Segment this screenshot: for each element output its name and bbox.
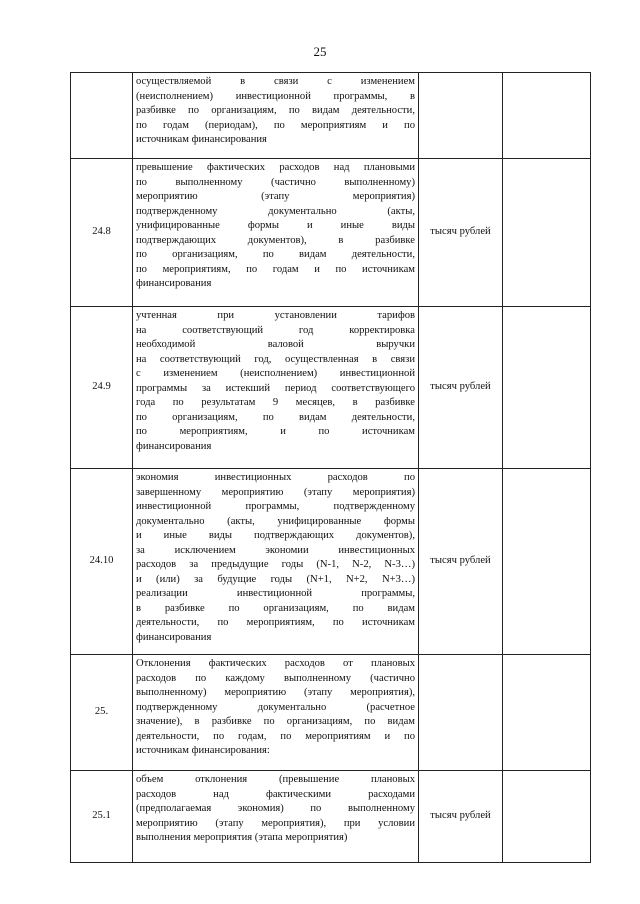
table-row	[71, 307, 591, 469]
description-line: и (или) за будущие годы (N+1, N+2, N+3…)	[136, 573, 415, 585]
description-line: инвестиционной программы, подтвержденному	[136, 501, 415, 512]
row-value-cell	[503, 159, 591, 307]
description-line: с изменением (неисполнением) инвестиционной	[136, 368, 415, 379]
description-line: деятельности, по мероприятиям, по источникам	[136, 617, 415, 628]
row-description	[133, 655, 419, 771]
description-line: по организациям, по видам деятельности,	[136, 249, 415, 260]
description-line: источникам финансирования:	[136, 745, 270, 756]
row-unit	[419, 655, 503, 771]
description-line: мероприятию (этапу мероприятия)	[136, 191, 415, 202]
description-line: осуществляемой в связи с изменением	[136, 76, 415, 87]
row-unit: тысяч рублей	[419, 771, 503, 863]
description-line: необходимой валовой выручки	[136, 339, 415, 350]
description-line: финансирования	[136, 278, 212, 289]
row-unit: тысяч рублей	[419, 307, 503, 469]
description-line: источникам финансирования	[136, 134, 267, 145]
description-line: по организациям, по видам деятельности,	[136, 411, 415, 423]
table-row	[71, 655, 591, 771]
row-value-cell	[503, 469, 591, 655]
description-line: года по результатам 9 месяцев, в разбивке	[136, 397, 415, 408]
description-line: по мероприятиям, и по источникам	[136, 426, 415, 437]
description-line: финансирования	[136, 631, 212, 643]
row-description	[133, 159, 419, 307]
description-line: реализации инвестиционной программы,	[136, 588, 415, 599]
description-line: по годам (периодам), по мероприятиям и по	[136, 119, 415, 131]
row-description	[133, 469, 419, 655]
table-row	[71, 73, 591, 159]
row-value-cell	[503, 307, 591, 469]
description-line: (неисполнением) инвестиционной программы, в	[136, 90, 415, 102]
description-line: финансирования	[136, 440, 212, 452]
description-line: мероприятию (этапу мероприятия), при условии	[136, 817, 415, 829]
table-row	[71, 771, 591, 863]
description-line: расходов по каждому выполненному (частично	[136, 672, 415, 684]
description-line: программы за истекший период соответствующего	[136, 382, 415, 394]
description-line: за исключением экономии инвестиционных	[136, 544, 415, 556]
row-value-cell	[503, 655, 591, 771]
description-line: по выполненному (частично выполненному)	[136, 176, 415, 188]
description-line: в разбивке по организациям, по видам	[136, 602, 415, 614]
description-line: по мероприятиям, по годам и по источникам	[136, 263, 415, 275]
row-description	[133, 307, 419, 469]
row-description	[133, 73, 419, 159]
description-line: завершенному мероприятию (этапу мероприятия)	[136, 486, 415, 498]
description-line: деятельности, по годам, по мероприятиям и по	[136, 730, 415, 742]
row-unit: тысяч рублей	[419, 469, 503, 655]
description-line: Отклонения фактических расходов от плановых	[136, 658, 415, 669]
description-line: учтенная при установлении тарифов	[136, 310, 415, 321]
description-line: расходов за предыдущие годы (N-1, N-2, N-3…)	[136, 559, 415, 570]
description-line: на соответствующий год корректировка	[136, 324, 415, 336]
description-line: выполнения мероприятия (этапа мероприятия)	[136, 832, 348, 843]
row-number: 24.10	[71, 469, 133, 655]
row-number: 25.1	[71, 771, 133, 863]
description-line: расходов над фактическими расходами	[136, 788, 415, 800]
row-number	[71, 73, 133, 159]
description-line: подтверждающих документов), в разбивке	[136, 234, 415, 246]
row-number: 25.	[71, 655, 133, 771]
description-line: значение), в разбивке по организациям, по видам	[136, 716, 415, 727]
description-line: выполненному) мероприятию (этапу мероприятия),	[136, 687, 415, 698]
indicators-table	[70, 72, 591, 863]
row-unit	[419, 73, 503, 159]
description-line: и иные виды подтверждающих документов),	[136, 530, 415, 541]
row-value-cell	[503, 771, 591, 863]
row-number: 24.9	[71, 307, 133, 469]
description-line: экономия инвестиционных расходов по	[136, 472, 415, 483]
page-number: 25	[313, 44, 327, 59]
row-value-cell	[503, 73, 591, 159]
description-line: подтвержденному документально (расчетное	[136, 701, 415, 713]
description-line: документально (акты, унифицированные формы	[136, 515, 415, 527]
row-unit: тысяч рублей	[419, 159, 503, 307]
description-line: подтвержденному документально (акты,	[136, 205, 415, 217]
table-row	[71, 469, 591, 655]
description-line: на соответствующий год, осуществленная в связи	[136, 353, 415, 365]
description-line: превышение фактических расходов над плановыми	[136, 162, 415, 173]
row-number: 24.8	[71, 159, 133, 307]
table-row	[71, 159, 591, 307]
description-line: (предполагаемая экономия) по выполненному	[136, 803, 415, 814]
row-description	[133, 771, 419, 863]
description-line: разбивке по организациям, по видам деятельности,	[136, 105, 415, 116]
description-line: унифицированные формы и иные виды	[136, 220, 415, 231]
description-line: объем отклонения (превышение плановых	[136, 774, 415, 785]
